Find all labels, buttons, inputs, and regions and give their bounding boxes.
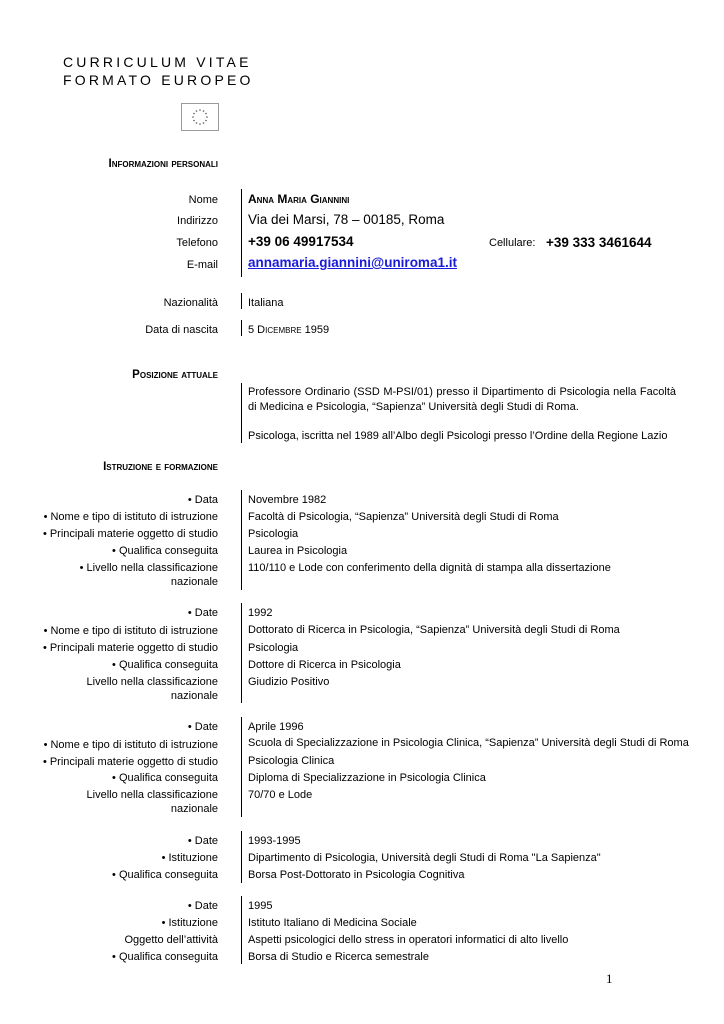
- edu-label: Livello nella classificazione nazionale: [86, 789, 218, 815]
- divider-line: [241, 320, 242, 336]
- section-heading-position: Posizione attuale: [132, 369, 218, 381]
- edu-label: • Qualifica conseguita: [112, 545, 218, 557]
- edu-value: Scuola di Specializzazione in Psicologia Clinica, “Sapienza” Università degli Studi di Roma: [248, 737, 689, 749]
- edu-label: • Principali materie oggetto di studio: [42, 756, 218, 768]
- edu-label: • Livello nella classificazione nazionale: [79, 562, 218, 588]
- cv-title-line2: FORMATO EUROPEO: [63, 72, 254, 88]
- edu-label: Oggetto dell’attività: [124, 934, 218, 946]
- label-nascita: Data di nascita: [145, 324, 218, 336]
- edu-label: • Nome e tipo di istituto di istruzione: [43, 511, 218, 523]
- value-cellulare: +39 333 3461644: [546, 235, 652, 250]
- edu-label: • Qualifica conseguita: [112, 951, 218, 963]
- divider-line: [241, 896, 242, 964]
- edu-value: 110/110 e Lode con conferimento della dignità di stampa alla dissertazione: [248, 562, 611, 574]
- edu-label: • Qualifica conseguita: [112, 869, 218, 881]
- position-paragraph-1: Professore Ordinario (SSD M-PSI/01) presso il Dipartimento di Psicologia nella Facoltà di Medicina e Psicologia, “Sapienza” Università degli Studi di Roma.: [248, 386, 676, 413]
- edu-label: • Principali materie oggetto di studio: [42, 528, 218, 540]
- edu-value: 70/70 e Lode: [248, 789, 313, 801]
- edu-label: • Data: [187, 494, 218, 506]
- edu-label: • Istituzione: [161, 852, 218, 864]
- edu-label: • Principali materie oggetto di studio: [42, 642, 218, 654]
- divider-line: [241, 603, 242, 703]
- label-telefono: Telefono: [176, 237, 218, 249]
- edu-value: 1995: [248, 900, 273, 912]
- eu-stars-icon: [182, 104, 218, 130]
- eu-flag-icon: [181, 103, 219, 131]
- edu-value: Aprile 1996: [248, 721, 304, 733]
- email-link[interactable]: annamaria.giannini@uniroma1.it: [248, 255, 457, 270]
- cv-title-line1: CURRICULUM VITAE: [63, 54, 252, 70]
- edu-label: • Date: [187, 835, 218, 847]
- edu-label: • Qualifica conseguita: [112, 772, 218, 784]
- edu-value: Psicologia: [248, 528, 299, 540]
- divider-line: [241, 293, 242, 309]
- label-email: E-mail: [186, 259, 218, 271]
- edu-label: • Istituzione: [161, 917, 218, 929]
- value-telefono: +39 06 49917534: [248, 234, 354, 249]
- edu-label: • Date: [187, 607, 218, 619]
- edu-value: Facoltà di Psicologia, “Sapienza” Università degli Studi di Roma: [248, 511, 559, 523]
- label-cellulare: Cellulare:: [489, 237, 536, 249]
- edu-value: Diploma di Specializzazione in Psicologia Clinica: [248, 772, 486, 784]
- edu-value: Psicologia Clinica: [248, 755, 335, 767]
- edu-value: Novembre 1982: [248, 494, 327, 506]
- label-indirizzo: Indirizzo: [177, 215, 218, 227]
- value-nazionalita: Italiana: [248, 297, 284, 309]
- edu-value: Dottorato di Ricerca in Psicologia, “Sapienza” Università degli Studi di Roma: [248, 624, 620, 636]
- section-heading-personal: Informazioni personali: [108, 158, 218, 170]
- edu-value: Laurea in Psicologia: [248, 545, 348, 557]
- edu-value: Dipartimento di Psicologia, Università degli Studi di Roma "La Sapienza": [248, 852, 601, 864]
- page-number: 1: [606, 971, 613, 986]
- edu-label: • Date: [187, 900, 218, 912]
- edu-value: Dottore di Ricerca in Psicologia: [248, 659, 401, 671]
- edu-label: • Qualifica conseguita: [112, 659, 218, 671]
- edu-value: 1992: [248, 607, 273, 619]
- edu-label: • Nome e tipo di istituto di istruzione: [43, 625, 218, 637]
- divider-line: [241, 383, 242, 443]
- edu-value: Istituto Italiano di Medicina Sociale: [248, 917, 417, 929]
- section-heading-education: Istruzione e formazione: [103, 461, 218, 473]
- edu-label: • Nome e tipo di istituto di istruzione: [43, 739, 218, 751]
- divider-line: [241, 717, 242, 817]
- edu-value: Aspetti psicologici dello stress in operatori informatici di alto livello: [248, 934, 569, 946]
- label-nome: Nome: [188, 194, 218, 206]
- edu-value: Borsa Post-Dottorato in Psicologia Cognitiva: [248, 869, 465, 881]
- value-nome: Anna Maria Giannini: [248, 192, 350, 206]
- edu-label: Livello nella classificazione nazionale: [86, 676, 218, 702]
- edu-value: Borsa di Studio e Ricerca semestrale: [248, 951, 429, 963]
- value-indirizzo: Via dei Marsi, 78 – 00185, Roma: [248, 212, 445, 227]
- value-nascita: 5 Dicembre 1959: [248, 324, 330, 336]
- edu-label: • Date: [187, 721, 218, 733]
- divider-line: [241, 189, 242, 277]
- label-nazionalita: Nazionalità: [163, 297, 218, 309]
- divider-line: [241, 831, 242, 883]
- edu-value: 1993-1995: [248, 835, 301, 847]
- edu-value: Giudizio Positivo: [248, 676, 330, 688]
- edu-value: Psicologia: [248, 642, 299, 654]
- position-paragraph-2: Psicologa, iscritta nel 1989 all’Albo degli Psicologi presso l’Ordine della Regione Lazio: [248, 430, 668, 442]
- divider-line: [241, 490, 242, 590]
